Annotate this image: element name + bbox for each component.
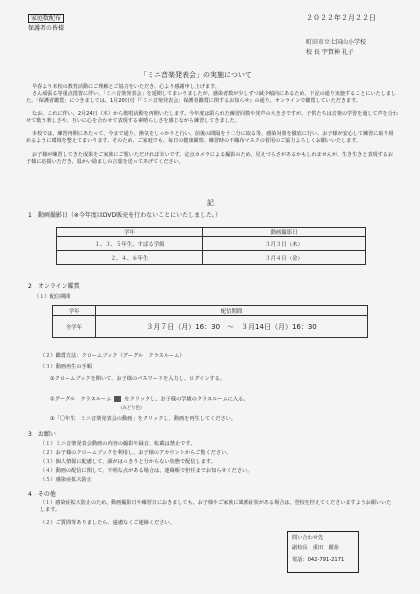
intro-paragraph-5: お子様が練習してきた成果をご家族にご覧いただければ幸いです。定点カメラによる撮影のため、見えづらさがあるかもしれませんが、生き生きと表現するお子様に応援いただき、温かい励ましの言葉を送ってあげてください。 (26, 152, 393, 165)
section-4-heading: 4 その他 (28, 491, 56, 498)
request-item: （４）動画の配信に関して、不明な点がある場合は、連絡帳で担任までお知らせください。 (40, 468, 253, 474)
section-3-heading: 3 お願い (28, 431, 56, 438)
classroom-icon-color-note: （みどり色） (118, 406, 145, 411)
intro-paragraph-2: さん頑張る等重点措置に伴い、「ミニ音楽発表会」を延期してまいりましたが、感染者数が少しずつ減少傾向にあるため、下記の通り実施することにいたしました。「保護者鑑賞」につきましては、1月20日付『「ミニ音楽発表会」保護者鑑賞に関するお知らせ』の通り、オンラインで鑑賞していただきます。 (26, 91, 397, 104)
col-grade: 学年 (53, 306, 96, 316)
row-grade: ２、４、６年生 (57, 251, 203, 265)
playback-steps-label: （３）動画再生の手順 (40, 364, 92, 370)
other-item: （１）感染症拡大防止のため、動画撮影日や練習日におきましても、お子様やご家族に風邪症状がある場合は、登校を控えてくださいますようお願いいたします。 (40, 500, 392, 513)
row-date: ３月４日（金） (203, 251, 366, 265)
request-item: （１）ミニ音楽発表会動画の内容の撮影や録音、転載は禁止です。 (40, 441, 196, 447)
document-date: ２０２２年２月２２日 (306, 14, 376, 22)
request-item: （２）お子様のクロームブックを利用し、お子様のアカウントからご覧ください。 (40, 450, 232, 456)
request-item: （５）感染症拡大防止 (40, 477, 92, 483)
google-classroom-icon (114, 396, 121, 402)
section-2-heading: 2 オンライン鑑賞 (28, 283, 80, 290)
request-item: （３）個人情報に配慮して、顔がはっきりと分からない状態で配信します。 (40, 459, 216, 465)
step-2-instruction: をクリックし、お子様の学級のクラスルームに入る。 (124, 396, 249, 403)
principal-name: 校 長 宇賀神 礼子 (306, 49, 354, 56)
section-1-heading: 1 動画撮影日（※今年度はDVD販売を行わないことにいたしました。） (28, 212, 222, 219)
intro-paragraph-3: なお、これに伴い、2月24日（木）から歌唱活動を再開いたします。今年度は限られた練習回数や発声の大きさですが、子供たちは音楽の学習を通して声を合わせて歌う楽しさや、互いに心を合わせて表現する素晴らしさを感じながら練習してきました。 (26, 111, 398, 124)
intro-paragraph-4: 本校では、練習再開にあたって、今まで通り、換気をしっかりと行い、前後の間隔を十二分に取る等、感染対策を徹底に行い、お子様が安心して練習に取り組めるように環境を整えてまいります。そのため、ご家庭でも、毎日の健康観察、練習時の不織布マスクの着用のご協力よろしくお願いいたします。 (26, 131, 394, 144)
other-item: （２）ご質問等ありましたら、遠慮なくご連絡ください。 (40, 520, 175, 526)
col-filming-date: 動画撮影日 (203, 228, 366, 237)
viewing-method: （２）鑑賞方法：クロームブック（グーグル クラスルーム） (40, 353, 185, 359)
contact-box (287, 531, 359, 573)
row-all-grades: 全学年 (53, 316, 96, 338)
playback-step-3: ③「〇年生 ミニ音楽発表会の動画」をクリックし、動画を再生してください。 (50, 416, 237, 422)
step-2-classroom-label: ②グーグル クラスルーム (50, 396, 112, 403)
delivery-period-table (52, 305, 368, 338)
intro-paragraph-1: 早春より本校の教育活動にご理解とご協力をいただき、心より感謝申し上げます。 (32, 84, 220, 90)
contact-title: 問い合わせ先 (292, 535, 324, 541)
filming-date-table (56, 227, 366, 265)
school-name: 町田市立七国山小学校 (306, 39, 367, 46)
delivery-period-label: （１）配信期間 (34, 294, 71, 300)
distribution-badge: 家庭数配布 (28, 14, 64, 23)
row-period: ３月７日（月）16：30 ～ ３月14日（月）16：30 (96, 316, 368, 338)
playback-step-2 (50, 396, 249, 403)
col-grade: 学年 (57, 228, 203, 237)
playback-step-1: ①クロームブックを開いて、お子様のパスワードを入力し、ログインする。 (50, 376, 226, 382)
col-delivery-period: 配信期間 (96, 306, 368, 316)
contact-name: 副校長 重田 麗弥 (292, 545, 339, 551)
recipient: 保護者の皆様 (28, 25, 65, 32)
row-grade: １、３、５年生、すばる学級 (57, 237, 203, 251)
ki-marker: 記 (207, 199, 214, 207)
document-title: 「ミニ音楽発表会」の実施について (140, 71, 252, 79)
row-date: ３月３日（木） (203, 237, 366, 251)
contact-phone: 電話：042-791-2171 (292, 557, 345, 563)
